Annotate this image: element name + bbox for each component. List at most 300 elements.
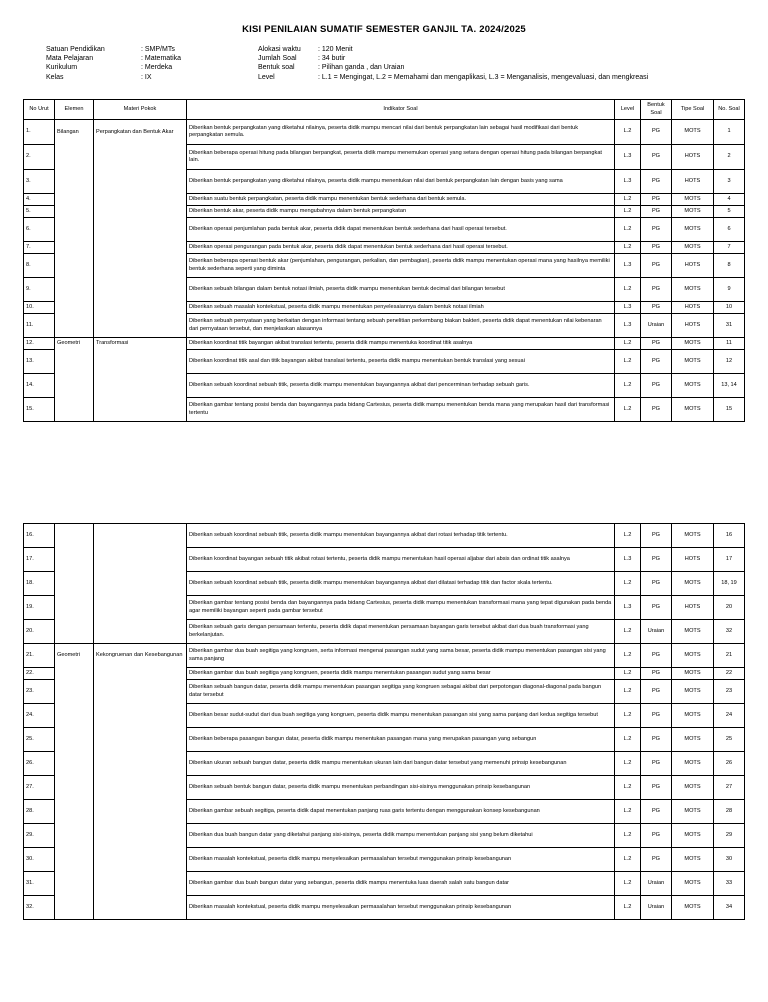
cell-no-soal: 22: [714, 668, 745, 680]
cell-no-urut: 15.: [24, 398, 55, 422]
header-elemen: Elemen: [55, 100, 94, 120]
cell-materi: [94, 680, 187, 704]
table-row: [24, 278, 745, 302]
cell-level: L.2: [615, 800, 641, 824]
meta-row: [258, 45, 648, 54]
cell-no-urut: 24.: [24, 704, 55, 728]
cell-materi: [94, 194, 187, 206]
cell-elemen: [55, 170, 94, 194]
cell-indikator: Diberikan sebuah garis dengan persamaan tertentu, peserta didik dapat menentukan persamaan bayangan garis tersebut akibat dari dua buah transformasi yang berkelanjutan.: [187, 620, 615, 644]
header-bentuk: Bentuk Soal: [641, 100, 672, 120]
cell-no-urut: 1.: [24, 120, 55, 145]
cell-level: L.2: [615, 824, 641, 848]
cell-tipe-soal: MOTS: [672, 728, 714, 752]
cell-tipe-soal: MOTS: [672, 824, 714, 848]
cell-no-urut: 2.: [24, 145, 55, 170]
cell-materi: [94, 872, 187, 896]
cell-materi: [94, 548, 187, 572]
cell-level: L.2: [615, 704, 641, 728]
table-row: [24, 374, 745, 398]
cell-indikator: Diberikan gambar dua buah segitiga yang kongruen, serta informasi mengenai pasangan sudut yang sama besar, peserta didik mampu menentukan pasangan sisi yang sama panjang: [187, 644, 615, 668]
cell-elemen: [55, 206, 94, 218]
meta-label: Jumlah Soal: [258, 55, 297, 63]
cell-elemen: [55, 548, 94, 572]
cell-tipe-soal: MOTS: [672, 398, 714, 422]
meta-label: Level: [258, 73, 275, 81]
table-row: [24, 596, 745, 620]
cell-indikator: Diberikan masalah kontekstual, peserta didik mampu menyelesaikan permasalahan tersebut menggunakan prinsip kesebangunan: [187, 896, 615, 920]
cell-tipe-soal: MOTS: [672, 572, 714, 596]
cell-indikator: Diberikan koordinat titik asal dan titik bayangan akibat translasi tertentu, peserta didik mampu menentukan bentuk translasi yang sesuai: [187, 350, 615, 374]
cell-bentuk-soal: PG: [641, 752, 672, 776]
cell-no-soal: 34: [714, 896, 745, 920]
cell-elemen: [55, 620, 94, 644]
cell-indikator: Diberikan beberapa operasi bentuk akar (penjumlahan, pengurangan, perkalian, dan pembagian), peserta didik mampu menentukan operasi mana yang hasilnya memiliki bentuk sederhana seperti yang diminta: [187, 254, 615, 278]
cell-bentuk-soal: PG: [641, 728, 672, 752]
table-row: [24, 145, 745, 170]
table-row: [24, 620, 745, 644]
cell-bentuk-soal: Uraian: [641, 896, 672, 920]
cell-level: L.2: [615, 278, 641, 302]
cell-materi: [94, 374, 187, 398]
cell-elemen: [55, 596, 94, 620]
cell-no-soal: 5: [714, 206, 745, 218]
cell-elemen: [55, 728, 94, 752]
cell-level: L.2: [615, 620, 641, 644]
cell-tipe-soal: MOTS: [672, 242, 714, 254]
cell-materi: [94, 145, 187, 170]
cell-no-soal: 7: [714, 242, 745, 254]
cell-elemen: [55, 872, 94, 896]
meta-right: [258, 45, 648, 82]
cell-no-urut: 9.: [24, 278, 55, 302]
cell-indikator: Diberikan gambar sebuah segitiga, peserta didik dapat menentukan panjang ruas garis tertentu dengan menggunakan konsep kesebangunan: [187, 800, 615, 824]
cell-no-urut: 6.: [24, 218, 55, 242]
cell-no-urut: 12.: [24, 338, 55, 350]
cell-bentuk-soal: PG: [641, 338, 672, 350]
table-row: [24, 728, 745, 752]
cell-materi: [94, 896, 187, 920]
cell-no-soal: 20: [714, 596, 745, 620]
cell-indikator: Diberikan sebuah masalah kontekstual, peserta didik mampu menentukan penyelesaiannya dalam bentuk notasi ilmiah: [187, 302, 615, 314]
cell-elemen: [55, 278, 94, 302]
cell-level: L.2: [615, 338, 641, 350]
cell-tipe-soal: MOTS: [672, 374, 714, 398]
cell-bentuk-soal: PG: [641, 254, 672, 278]
cell-no-soal: 8: [714, 254, 745, 278]
table-row: [24, 242, 745, 254]
cell-level: L.2: [615, 218, 641, 242]
cell-bentuk-soal: PG: [641, 374, 672, 398]
cell-no-urut: 28.: [24, 800, 55, 824]
cell-indikator: Diberikan gambar tentang posisi benda dan bayangannya pada bidang Cartesius, peserta didik mampu menentukan transformasi mana yang tepat digunakan pada benda agar memiliki bayangan seperti pada gambar tersebut: [187, 596, 615, 620]
cell-level: L.3: [615, 314, 641, 338]
table-row: [24, 338, 745, 350]
cell-indikator: Diberikan dua buah bangun datar yang diketahui panjang sisi-sisinya, peserta didik mampu menentukan panjang sisi yang belum diketahui: [187, 824, 615, 848]
table-header-row: [24, 100, 745, 120]
cell-elemen: [55, 218, 94, 242]
table-row: [24, 704, 745, 728]
cell-materi: [94, 350, 187, 374]
cell-no-soal: 12: [714, 350, 745, 374]
cell-materi: [94, 398, 187, 422]
cell-bentuk-soal: PG: [641, 524, 672, 548]
cell-elemen: [55, 572, 94, 596]
cell-elemen: [55, 374, 94, 398]
cell-bentuk-soal: PG: [641, 398, 672, 422]
cell-bentuk-soal: PG: [641, 278, 672, 302]
cell-bentuk-soal: PG: [641, 170, 672, 194]
cell-level: L.2: [615, 644, 641, 668]
cell-no-soal: 2: [714, 145, 745, 170]
cell-elemen: [55, 254, 94, 278]
cell-no-soal: 3: [714, 170, 745, 194]
cell-elemen: Bilangan: [55, 120, 94, 145]
cell-materi: [94, 170, 187, 194]
cell-no-urut: 31.: [24, 872, 55, 896]
table-row: [24, 302, 745, 314]
cell-materi: [94, 668, 187, 680]
cell-bentuk-soal: PG: [641, 848, 672, 872]
cell-materi: [94, 524, 187, 548]
cell-tipe-soal: MOTS: [672, 848, 714, 872]
cell-no-soal: 11: [714, 338, 745, 350]
cell-level: L.3: [615, 548, 641, 572]
cell-tipe-soal: HOTS: [672, 254, 714, 278]
cell-tipe-soal: MOTS: [672, 680, 714, 704]
header-no-soal: No. Soal: [714, 100, 745, 120]
cell-tipe-soal: HOTS: [672, 314, 714, 338]
cell-materi: Kekongruenan dan Kesebangunan: [94, 644, 187, 668]
cell-elemen: [55, 704, 94, 728]
cell-level: L.2: [615, 120, 641, 145]
meta-row: [258, 73, 648, 82]
cell-no-soal: 18, 19: [714, 572, 745, 596]
cell-materi: [94, 242, 187, 254]
cell-materi: [94, 848, 187, 872]
cell-indikator: Diberikan koordinat titik bayangan akibat translasi tertentu, peserta didik mampu menentuka koordinat titik asalnya: [187, 338, 615, 350]
cell-bentuk-soal: Uraian: [641, 872, 672, 896]
cell-bentuk-soal: PG: [641, 194, 672, 206]
cell-level: L.2: [615, 752, 641, 776]
table-row: [24, 824, 745, 848]
cell-no-urut: 13.: [24, 350, 55, 374]
cell-materi: [94, 218, 187, 242]
cell-tipe-soal: MOTS: [672, 704, 714, 728]
cell-indikator: Diberikan sebuah koordinat sebuah titik, peserta didik mampu menentukan bayangannya akibat dari dilatasi terhadap titik dan factor skala tertentu.: [187, 572, 615, 596]
cell-indikator: Diberikan koordinat bayangan sebuah titik akibat rotasi tertentu, peserta didik mampu menentukan hasil operasi aljabar dari absis dan ordinat titik asalnya: [187, 548, 615, 572]
cell-tipe-soal: HOTS: [672, 302, 714, 314]
cell-elemen: Geometri: [55, 338, 94, 350]
cell-no-soal: 13, 14: [714, 374, 745, 398]
cell-tipe-soal: MOTS: [672, 668, 714, 680]
cell-no-urut: 22.: [24, 668, 55, 680]
cell-no-urut: 30.: [24, 848, 55, 872]
cell-level: L.2: [615, 872, 641, 896]
cell-materi: [94, 752, 187, 776]
cell-no-soal: 27: [714, 776, 745, 800]
cell-indikator: Diberikan masalah kontekstual, peserta didik mampu menyelesaikan permasalahan tersebut menggunakan prinsip kesebangunan: [187, 848, 615, 872]
cell-level: L.2: [615, 896, 641, 920]
cell-no-soal: 32: [714, 620, 745, 644]
cell-tipe-soal: MOTS: [672, 206, 714, 218]
cell-elemen: [55, 194, 94, 206]
cell-elemen: [55, 398, 94, 422]
cell-no-soal: 16: [714, 524, 745, 548]
cell-level: L.2: [615, 194, 641, 206]
meta-label: Satuan Pendidikan: [46, 46, 105, 53]
cell-tipe-soal: MOTS: [672, 776, 714, 800]
header-no-urut: No Urut: [24, 100, 55, 120]
table-row: [24, 668, 745, 680]
cell-elemen: [55, 680, 94, 704]
meta-value: : L.1 = Mengingat, L.2 = Memahami dan mengaplikasi, L.3 = Menganalisis, mengevaluasi, dan mengkreasi: [318, 73, 649, 81]
cell-level: L.3: [615, 302, 641, 314]
table-row: [24, 170, 745, 194]
cell-bentuk-soal: PG: [641, 644, 672, 668]
cell-level: L.2: [615, 776, 641, 800]
header-tipe: Tipe Soal: [672, 100, 714, 120]
cell-no-soal: 28: [714, 800, 745, 824]
meta-value: : SMP/MTs: [141, 46, 175, 53]
cell-indikator: Diberikan gambar tentang posisi benda dan bayangannya pada bidang Cartesius, peserta didik mampu menentukan benda mana yang merupakan hasil dari transformasi tertentu: [187, 398, 615, 422]
table-row: [24, 572, 745, 596]
cell-tipe-soal: HOTS: [672, 170, 714, 194]
cell-materi: [94, 800, 187, 824]
cell-materi: Transformasi: [94, 338, 187, 350]
cell-indikator: Diberikan sebuah koordinat sebuah titik, peserta didik mampu menentukan bayangannya akibat dari rotasi terhadap titik tertentu.: [187, 524, 615, 548]
cell-no-soal: 30: [714, 848, 745, 872]
table-row: [24, 314, 745, 338]
cell-bentuk-soal: PG: [641, 242, 672, 254]
cell-tipe-soal: MOTS: [672, 350, 714, 374]
cell-tipe-soal: MOTS: [672, 644, 714, 668]
table-row: [24, 752, 745, 776]
cell-level: L.3: [615, 596, 641, 620]
cell-tipe-soal: MOTS: [672, 338, 714, 350]
cell-indikator: Diberikan gambar dua buah segitiga yang kongruen, peserta didik mampu menentukan pasangan sudut yang sama besar: [187, 668, 615, 680]
cell-level: L.2: [615, 524, 641, 548]
cell-materi: [94, 572, 187, 596]
cell-level: L.2: [615, 848, 641, 872]
meta-row: [258, 63, 648, 72]
cell-no-urut: 26.: [24, 752, 55, 776]
cell-no-urut: 18.: [24, 572, 55, 596]
cell-no-soal: 15: [714, 398, 745, 422]
cell-materi: [94, 314, 187, 338]
cell-materi: [94, 728, 187, 752]
table-row: [24, 848, 745, 872]
cell-tipe-soal: MOTS: [672, 620, 714, 644]
cell-bentuk-soal: PG: [641, 120, 672, 145]
meta-value: : 34 butir: [318, 55, 346, 63]
cell-elemen: [55, 145, 94, 170]
cell-no-soal: 31: [714, 314, 745, 338]
cell-indikator: Diberikan sebuah bilangan dalam bentuk notasi ilmiah, peserta didik mampu menentukan bentuk decimal dari bilangan tersebut: [187, 278, 615, 302]
cell-materi: [94, 254, 187, 278]
cell-no-soal: 4: [714, 194, 745, 206]
cell-materi: [94, 824, 187, 848]
cell-tipe-soal: MOTS: [672, 278, 714, 302]
cell-elemen: [55, 752, 94, 776]
meta-label: Bentuk soal: [258, 64, 295, 72]
cell-elemen: [55, 800, 94, 824]
cell-no-urut: 10.: [24, 302, 55, 314]
cell-level: L.2: [615, 242, 641, 254]
cell-bentuk-soal: PG: [641, 548, 672, 572]
cell-no-urut: 23.: [24, 680, 55, 704]
cell-bentuk-soal: PG: [641, 145, 672, 170]
cell-elemen: [55, 314, 94, 338]
cell-no-urut: 21.: [24, 644, 55, 668]
table-row: [24, 800, 745, 824]
cell-no-urut: 29.: [24, 824, 55, 848]
table-row: [24, 350, 745, 374]
cell-no-urut: 16.: [24, 524, 55, 548]
meta-value: : Merdeka: [141, 64, 173, 72]
cell-bentuk-soal: PG: [641, 776, 672, 800]
kisi-table-page-1: [23, 99, 745, 422]
cell-no-urut: 17.: [24, 548, 55, 572]
cell-level: L.2: [615, 572, 641, 596]
meta-value: : Matematika: [141, 55, 182, 63]
table-row: [24, 896, 745, 920]
cell-tipe-soal: MOTS: [672, 120, 714, 145]
cell-level: L.2: [615, 206, 641, 218]
cell-indikator: Diberikan operasi penjumlahan pada bentuk akar, peserta didik dapat menentukan bentuk sederhana dari hasil operasi tersebut.: [187, 218, 615, 242]
cell-indikator: Diberikan operasi pengurangan pada bentuk akar, peserta didik dapat menentukan bentuk sederhana dari hasil operasi tersebut.: [187, 242, 615, 254]
cell-materi: Perpangkatan dan Bentuk Akar: [94, 120, 187, 145]
cell-bentuk-soal: PG: [641, 680, 672, 704]
kisi-table-page-2: [23, 523, 745, 920]
cell-no-soal: 10: [714, 302, 745, 314]
table-row: [24, 524, 745, 548]
cell-elemen: [55, 776, 94, 800]
cell-bentuk-soal: PG: [641, 350, 672, 374]
cell-bentuk-soal: PG: [641, 218, 672, 242]
cell-no-urut: 3.: [24, 170, 55, 194]
cell-indikator: Diberikan bentuk perpangkatan yang diketahui nilainya, peserta didik mampu menentukan nilai dari bentuk perpangkatan lain dengan basis yang sama: [187, 170, 615, 194]
cell-elemen: [55, 524, 94, 548]
cell-bentuk-soal: PG: [641, 302, 672, 314]
cell-indikator: Diberikan beberapa pasangan bangun datar, peserta didik mampu menentukan pasangan mana yang merupakan pasangan yang sebangun: [187, 728, 615, 752]
table-row: [24, 776, 745, 800]
cell-indikator: Diberikan gambar dua buah bangun datar yang sebangun, peserta didik mampu menentuka luas daerah salah satu bangun datar: [187, 872, 615, 896]
cell-indikator: Diberikan besar sudut-sudut dari dua buah segitiga yang kongruen, peserta didik mampu menentukan pasangan sisi yang sama panjang dari kedua segitiga tersebut: [187, 704, 615, 728]
table-row: [24, 218, 745, 242]
cell-bentuk-soal: PG: [641, 800, 672, 824]
cell-level: L.2: [615, 374, 641, 398]
cell-no-soal: 29: [714, 824, 745, 848]
cell-indikator: Diberikan bentuk akar, peserta didik mampu mengubahnya dalam bentuk perpangkatan: [187, 206, 615, 218]
cell-no-soal: 17: [714, 548, 745, 572]
meta-row: [46, 45, 181, 54]
meta-label: Mata Pelajaran: [46, 55, 94, 63]
cell-bentuk-soal: PG: [641, 668, 672, 680]
cell-elemen: [55, 848, 94, 872]
cell-indikator: Diberikan sebuah bentuk bangun datar, peserta didik mampu menentukan perbandingan sisi-sisinya menggunakan prinsip kesebangunan: [187, 776, 615, 800]
header-materi: Materi Pokok: [94, 100, 187, 120]
cell-tipe-soal: HOTS: [672, 596, 714, 620]
cell-no-soal: 25: [714, 728, 745, 752]
cell-bentuk-soal: PG: [641, 704, 672, 728]
cell-elemen: [55, 350, 94, 374]
cell-indikator: Diberikan sebuah pernyataan yang berkaitan dengan informasi tentang sebuah penelitian perkembang biakan bakteri, peserta didik dapat menentukan nilai kebenaran dari pernyataan tersebut, dan menjelaskan alasannya: [187, 314, 615, 338]
cell-indikator: Diberikan sebuah koordinat sebuah titik, peserta didik mampu menentukan bayangannya akibat dari pencerminan terhadap sebuah garis.: [187, 374, 615, 398]
cell-elemen: [55, 668, 94, 680]
cell-indikator: Diberikan suatu bentuk perpangkatan, peserta didik mampu menentukan bentuk sederhana dari bentuk semula.: [187, 194, 615, 206]
cell-elemen: [55, 242, 94, 254]
cell-bentuk-soal: PG: [641, 206, 672, 218]
cell-materi: [94, 278, 187, 302]
cell-materi: [94, 206, 187, 218]
cell-indikator: Diberikan sebuah bangun datar, peserta didik mampu menentukan pasangan segitiga yang kongruen sebagai akibat dari perpotongan diagonal-diagonal pada bangun datar tersebut: [187, 680, 615, 704]
cell-level: L.2: [615, 398, 641, 422]
cell-level: L.2: [615, 668, 641, 680]
cell-level: L.2: [615, 680, 641, 704]
meta-row: [258, 54, 648, 63]
table-row: [24, 206, 745, 218]
meta-label: Kelas: [46, 73, 64, 81]
cell-no-soal: 6: [714, 218, 745, 242]
cell-bentuk-soal: PG: [641, 572, 672, 596]
cell-elemen: Geometri: [55, 644, 94, 668]
header-level: Level: [615, 100, 641, 120]
document-title: KISI PENILAIAN SUMATIF SEMESTER GANJIL TA. 2024/2025: [242, 24, 526, 35]
meta-row: [46, 54, 181, 63]
cell-level: L.2: [615, 728, 641, 752]
cell-bentuk-soal: Uraian: [641, 314, 672, 338]
meta-value: : Pilihan ganda , dan Uraian: [318, 64, 405, 72]
cell-no-urut: 14.: [24, 374, 55, 398]
cell-bentuk-soal: PG: [641, 596, 672, 620]
cell-no-soal: 21: [714, 644, 745, 668]
cell-tipe-soal: MOTS: [672, 800, 714, 824]
meta-value: : 120 Menit: [318, 46, 353, 53]
cell-tipe-soal: MOTS: [672, 218, 714, 242]
cell-indikator: Diberikan beberapa operasi hitung pada bilangan berpangkat, peserta didik mampu menemukan operasi yang setara dengan operasi hitung pada bilangan berpangkat lain.: [187, 145, 615, 170]
cell-no-soal: 24: [714, 704, 745, 728]
cell-no-soal: 26: [714, 752, 745, 776]
cell-no-soal: 23: [714, 680, 745, 704]
meta-label: Kurikulum: [46, 64, 78, 72]
cell-tipe-soal: MOTS: [672, 752, 714, 776]
cell-no-urut: 7.: [24, 242, 55, 254]
cell-no-soal: 9: [714, 278, 745, 302]
cell-tipe-soal: MOTS: [672, 896, 714, 920]
table-row: [24, 254, 745, 278]
table-row: [24, 680, 745, 704]
cell-no-urut: 27.: [24, 776, 55, 800]
cell-no-urut: 19.: [24, 596, 55, 620]
header-indikator: Indikator Soal: [187, 100, 615, 120]
meta-row: [46, 63, 181, 72]
cell-no-urut: 20.: [24, 620, 55, 644]
cell-elemen: [55, 302, 94, 314]
table-row: [24, 548, 745, 572]
cell-tipe-soal: MOTS: [672, 872, 714, 896]
table-row: [24, 194, 745, 206]
cell-materi: [94, 596, 187, 620]
cell-no-urut: 4.: [24, 194, 55, 206]
cell-no-urut: 8.: [24, 254, 55, 278]
cell-no-urut: 5.: [24, 206, 55, 218]
cell-no-urut: 11.: [24, 314, 55, 338]
cell-tipe-soal: MOTS: [672, 194, 714, 206]
cell-no-urut: 25.: [24, 728, 55, 752]
cell-no-soal: 1: [714, 120, 745, 145]
cell-elemen: [55, 896, 94, 920]
